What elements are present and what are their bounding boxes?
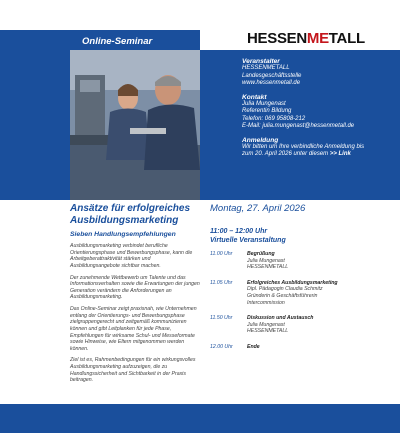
agenda-title: Erfolgreiches Ausbildungsmarketing bbox=[247, 279, 338, 286]
contact-line: Referentin Bildung bbox=[242, 108, 292, 115]
seminar-title: Ansätze für erfolgreiches Ausbildungsmarketing bbox=[70, 203, 191, 226]
event-format: Virtuelle Veranstaltung bbox=[210, 236, 286, 244]
description-paragraph: Das Online-Seminar zeigt praxisnah, wie Unternehmen entlang der Orientierungs- und Bewerbungsphase zielgruppengerecht und zeitgemäß kommunizieren können und gibt Leitplanken für jede Phase, Empfehlungen für wirksame Schul- und Messeformate sowie Hinweise, wie Eltern mitgenommen werden können. bbox=[70, 306, 197, 352]
description-paragraph: Ziel ist es, Rahmenbedingungen für ein wirkungsvolles Ausbildungsmarketing aufzuzeigen, die zu Handlungssicherheit und Sichtbarkeit in der Praxis beitragen. bbox=[70, 357, 196, 384]
agenda-item bbox=[210, 251, 395, 271]
footer-band bbox=[0, 404, 400, 433]
agenda-time: 12.00 Uhr bbox=[210, 343, 233, 350]
hessenmetall-logo: HESSENMETALL bbox=[247, 30, 365, 47]
agenda-time: 11.50 Uhr bbox=[210, 315, 233, 322]
agenda-detail: HESSENMETALL bbox=[247, 264, 289, 271]
registration-heading: Anmeldung bbox=[242, 136, 279, 144]
agenda-detail: Gründerin & Geschäftsführerin bbox=[247, 292, 318, 299]
agenda-list bbox=[210, 251, 395, 351]
contact-heading: Kontakt bbox=[242, 93, 267, 101]
contact-email-link[interactable]: E-Mail: julia.mungenast@hessenmetall.de bbox=[242, 123, 355, 130]
header-photo bbox=[70, 50, 200, 200]
schedule-column bbox=[210, 203, 395, 351]
agenda-time: 11.00 Uhr bbox=[210, 251, 233, 257]
organizer-heading: Veranstalter bbox=[242, 58, 280, 65]
seminar-type-label: Online-Seminar bbox=[70, 33, 200, 50]
agenda-title: Diskussion und Austausch bbox=[247, 315, 314, 322]
description-paragraph: Ausbildungsmarketing verbindet berufliche Orientierungsphase und Bewerbungsphase, kann die Arbeitgeberattraktivität stärken und Ausbildungsangebote sichtbar machen. bbox=[70, 243, 193, 269]
agenda-title: Begrüßung bbox=[247, 251, 275, 257]
workshop-photo-image bbox=[70, 50, 200, 200]
registration-text: zum 20. April 2026 unter diesem >> Link bbox=[242, 151, 351, 158]
agenda-time: 11.05 Uhr bbox=[210, 279, 233, 286]
agenda-item bbox=[210, 344, 395, 351]
agenda-detail: Dipl. Pädagogin Claudia Schmitz bbox=[247, 286, 323, 293]
contact-line: Julia Mungenast bbox=[242, 101, 286, 108]
agenda-item bbox=[210, 280, 395, 306]
agenda-detail: Intercommission bbox=[247, 299, 285, 306]
event-info-box bbox=[242, 58, 394, 159]
agenda-title: Ende bbox=[247, 343, 260, 350]
organizer-line: Landesgeschäftsstelle bbox=[242, 72, 302, 79]
registration-text: Wir bitten um Ihre verbindliche Anmeldung bis bbox=[242, 144, 365, 151]
description-paragraph: Der zunehmende Wettbewerb um Talente und das Informationsverhalten sowie die Erwartungen der jungen Generation verändern die Anforderungen an Ausbildungsmarketing. bbox=[70, 274, 200, 301]
agenda-detail: HESSENMETALL bbox=[247, 328, 289, 335]
agenda-detail: Julia Mungenast bbox=[247, 321, 285, 328]
organizer-website-link[interactable]: www.hessenmetall.de bbox=[242, 80, 301, 87]
organizer-line: HESSENMETALL bbox=[242, 65, 290, 72]
seminar-subtitle: Sieben Handlungsempfehlungen bbox=[70, 231, 176, 238]
event-date: Montag, 27. April 2026 bbox=[210, 203, 306, 214]
registration-link[interactable]: >> Link bbox=[329, 151, 351, 158]
agenda-detail: Julia Mungenast bbox=[247, 257, 285, 264]
agenda-item bbox=[210, 315, 395, 335]
contact-phone: Telefon: 069 95808-212 bbox=[242, 115, 306, 122]
description-column bbox=[70, 203, 200, 389]
event-time: 11:00 – 12:00 Uhr bbox=[210, 228, 268, 235]
